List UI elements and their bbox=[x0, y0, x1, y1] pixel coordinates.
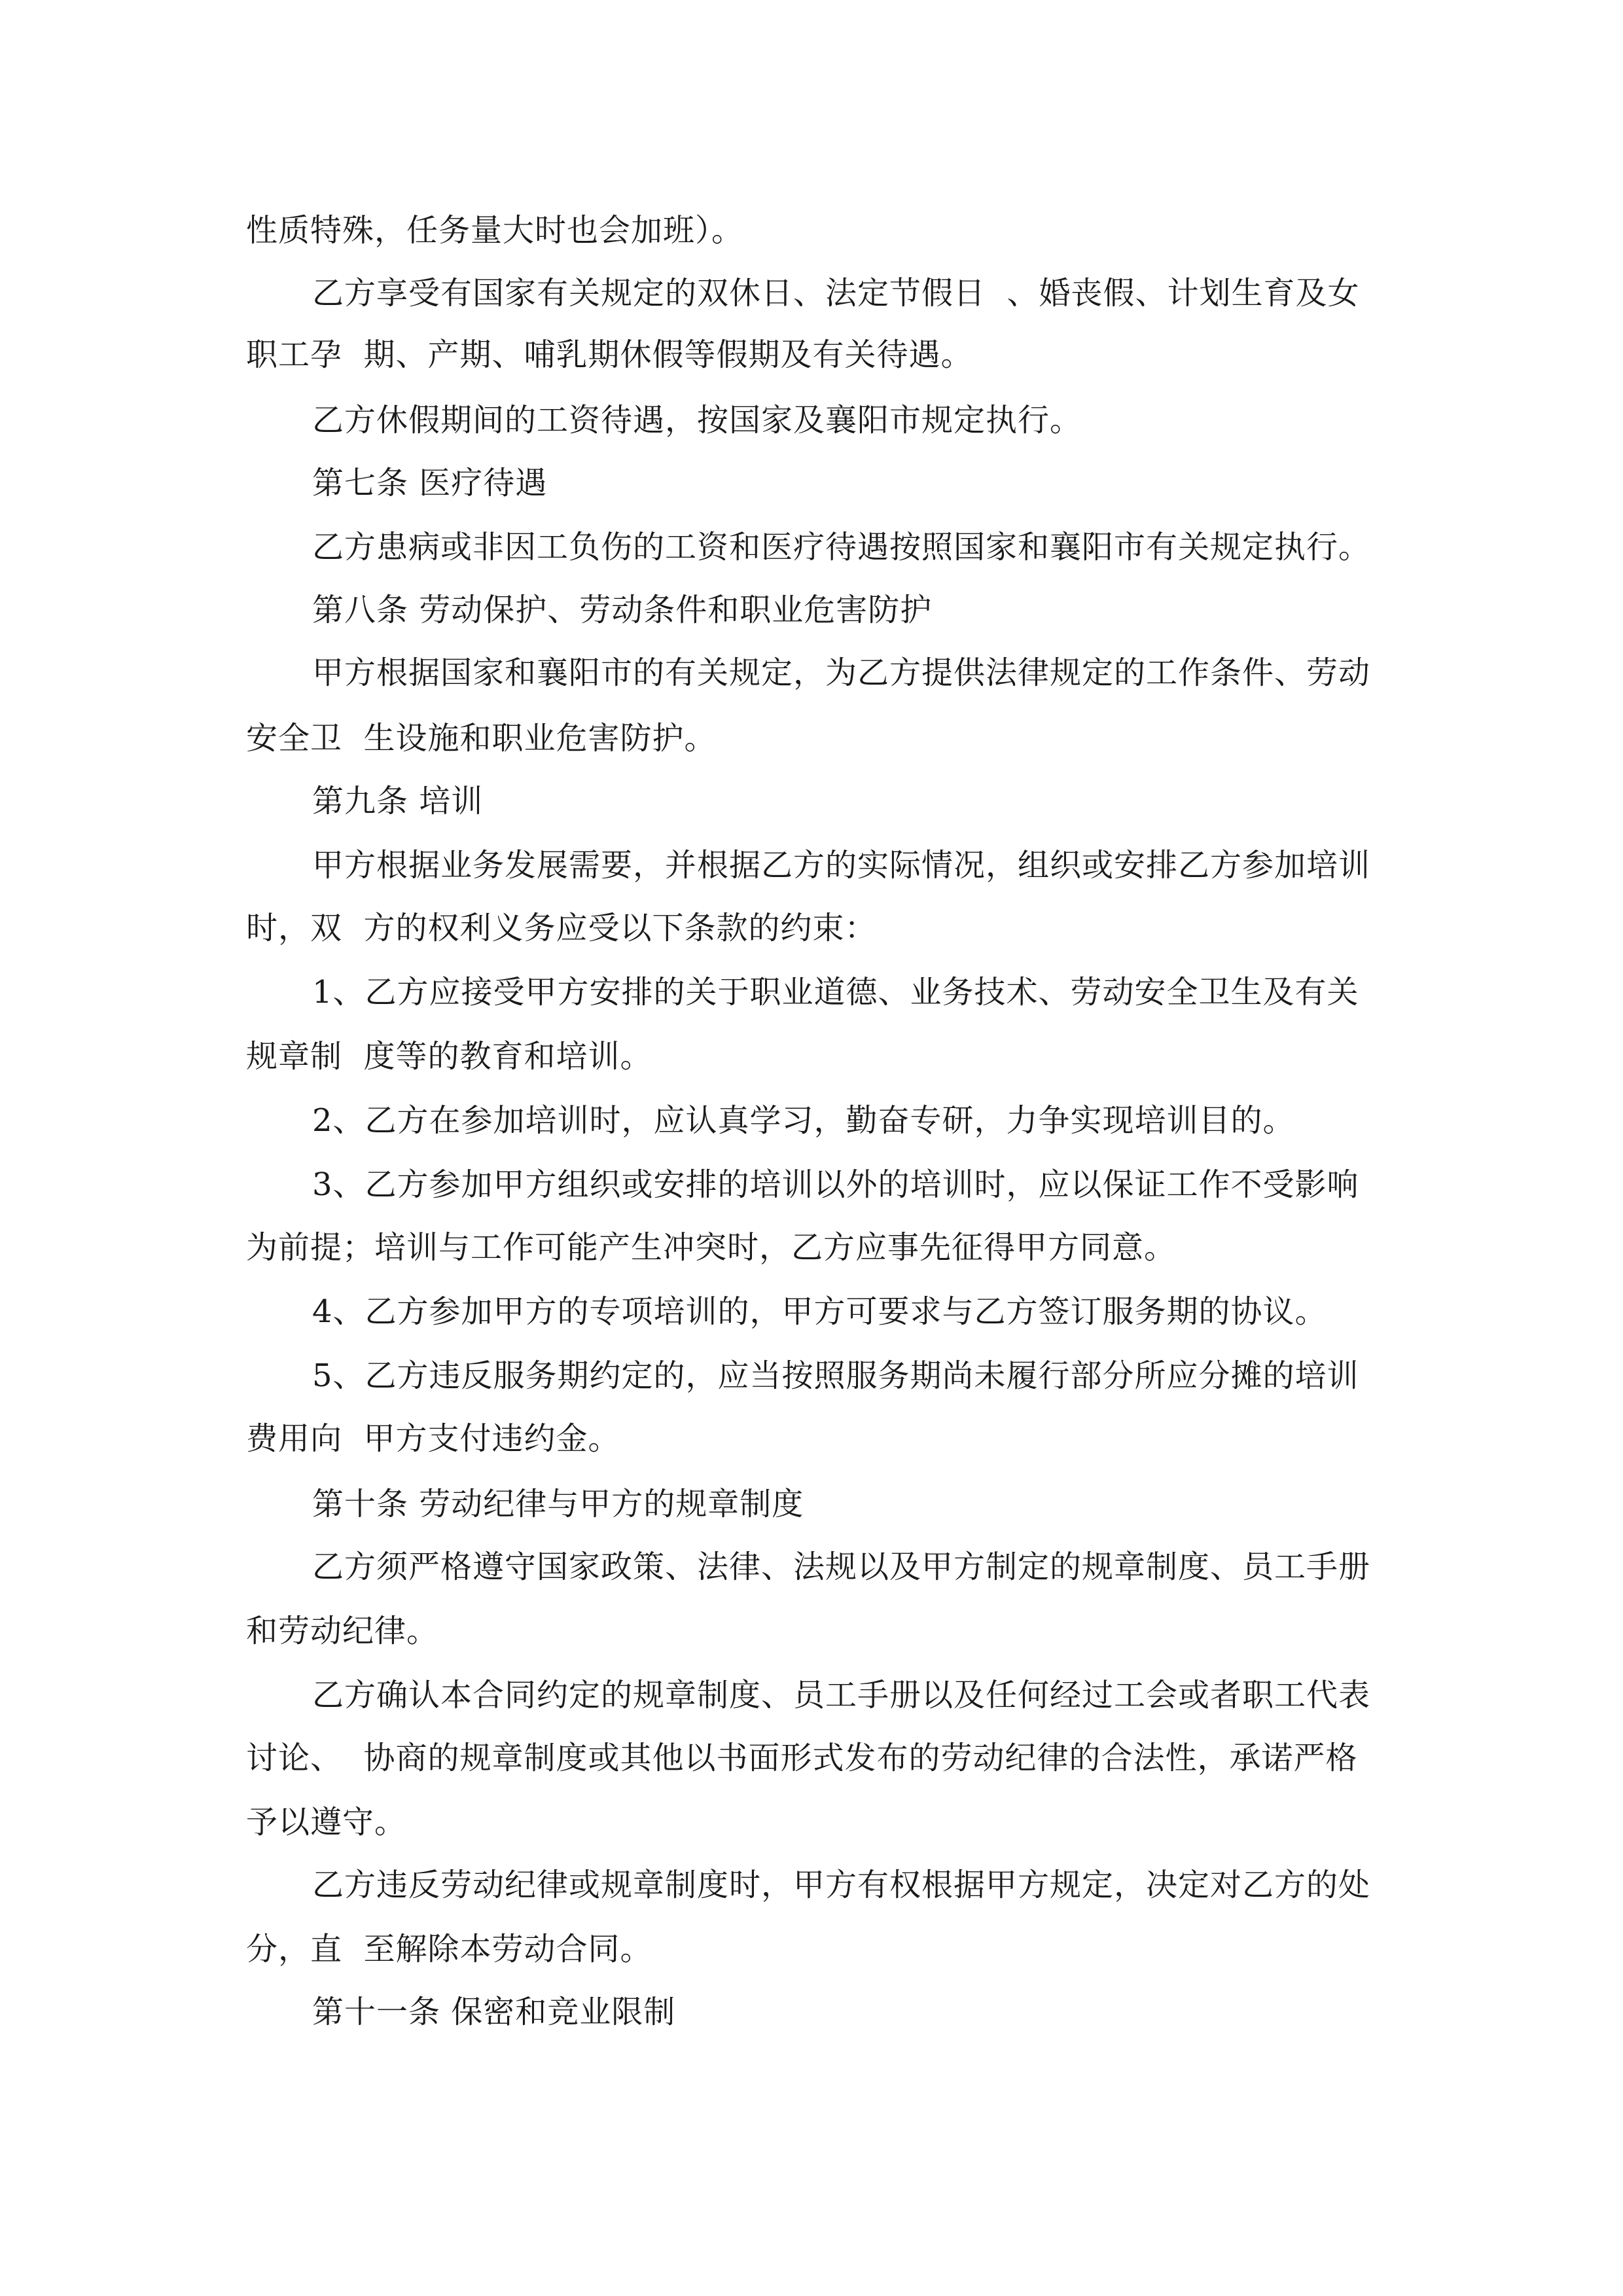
section-heading: 第十一条 保密和竞业限制 bbox=[312, 1994, 676, 2030]
text-line: 乙方享受有国家有关规定的双休日、法定节假日 、婚丧假、计划生育及女 bbox=[312, 275, 1360, 312]
section-heading: 第十条 劳动纪律与甲方的规章制度 bbox=[312, 1486, 804, 1522]
text-line: 时，双 方的权利义务应受以下条款的约束： bbox=[246, 910, 877, 946]
text-line: 2、乙方在参加培训时，应认真学习，勤奋专研，力争实现培训目的。 bbox=[312, 1102, 1295, 1139]
section-heading: 第七条 医疗待遇 bbox=[312, 465, 548, 501]
text-line: 1、乙方应接受甲方安排的关于职业道德、业务技术、劳动安全卫生及有关 bbox=[312, 974, 1359, 1011]
text-line: 甲方根据业务发展需要，并根据乙方的实际情况，组织或安排乙方参加培训 bbox=[312, 847, 1371, 884]
text-line: 乙方休假期间的工资待遇，按国家及襄阳市规定执行。 bbox=[312, 402, 1082, 439]
text-line: 3、乙方参加甲方组织或安排的培训以外的培训时，应以保证工作不受影响 bbox=[312, 1166, 1359, 1203]
text-line: 乙方须严格遵守国家政策、法律、法规以及甲方制定的规章制度、员工手册 bbox=[312, 1549, 1371, 1585]
text-line: 分，直 至解除本劳动合同。 bbox=[246, 1931, 652, 1967]
text-line: 职工孕 期、产期、哺乳期休假等假期及有关待遇。 bbox=[246, 336, 973, 373]
text-line: 乙方违反劳动纪律或规章制度时，甲方有权根据甲方规定，决定对乙方的处 bbox=[312, 1867, 1371, 1903]
text-line: 4、乙方参加甲方的专项培训的，甲方可要求与乙方签订服务期的协议。 bbox=[312, 1293, 1327, 1330]
text-line: 为前提；培训与工作可能产生冲突时，乙方应事先征得甲方同意。 bbox=[246, 1229, 1177, 1266]
text-line: 乙方确认本合同约定的规章制度、员工手册以及任何经过工会或者职工代表 bbox=[312, 1677, 1371, 1713]
section-heading: 第八条 劳动保护、劳动条件和职业危害防护 bbox=[312, 592, 933, 628]
text-line: 性质特殊，任务量大时也会加班）。 bbox=[246, 212, 744, 249]
text-line: 讨论、 协商的规章制度或其他以书面形式发布的劳动纪律的合法性，承诺严格 bbox=[246, 1740, 1358, 1776]
text-line: 规章制 度等的教育和培训。 bbox=[246, 1038, 652, 1075]
text-line: 安全卫 生设施和职业危害防护。 bbox=[246, 720, 717, 757]
section-heading: 第九条 培训 bbox=[312, 783, 484, 819]
text-line: 费用向 甲方支付违约金。 bbox=[246, 1420, 620, 1457]
text-line: 甲方根据国家和襄阳市的有关规定，为乙方提供法律规定的工作条件、劳动 bbox=[312, 655, 1371, 691]
text-line: 和劳动纪律。 bbox=[246, 1613, 439, 1649]
text-line: 乙方患病或非因工负伤的工资和医疗待遇按照国家和襄阳市有关规定执行。 bbox=[312, 529, 1371, 565]
text-line: 予以遵守。 bbox=[246, 1804, 407, 1840]
text-line: 5、乙方违反服务期约定的，应当按照服务期尚未履行部分所应分摊的培训 bbox=[312, 1357, 1359, 1394]
